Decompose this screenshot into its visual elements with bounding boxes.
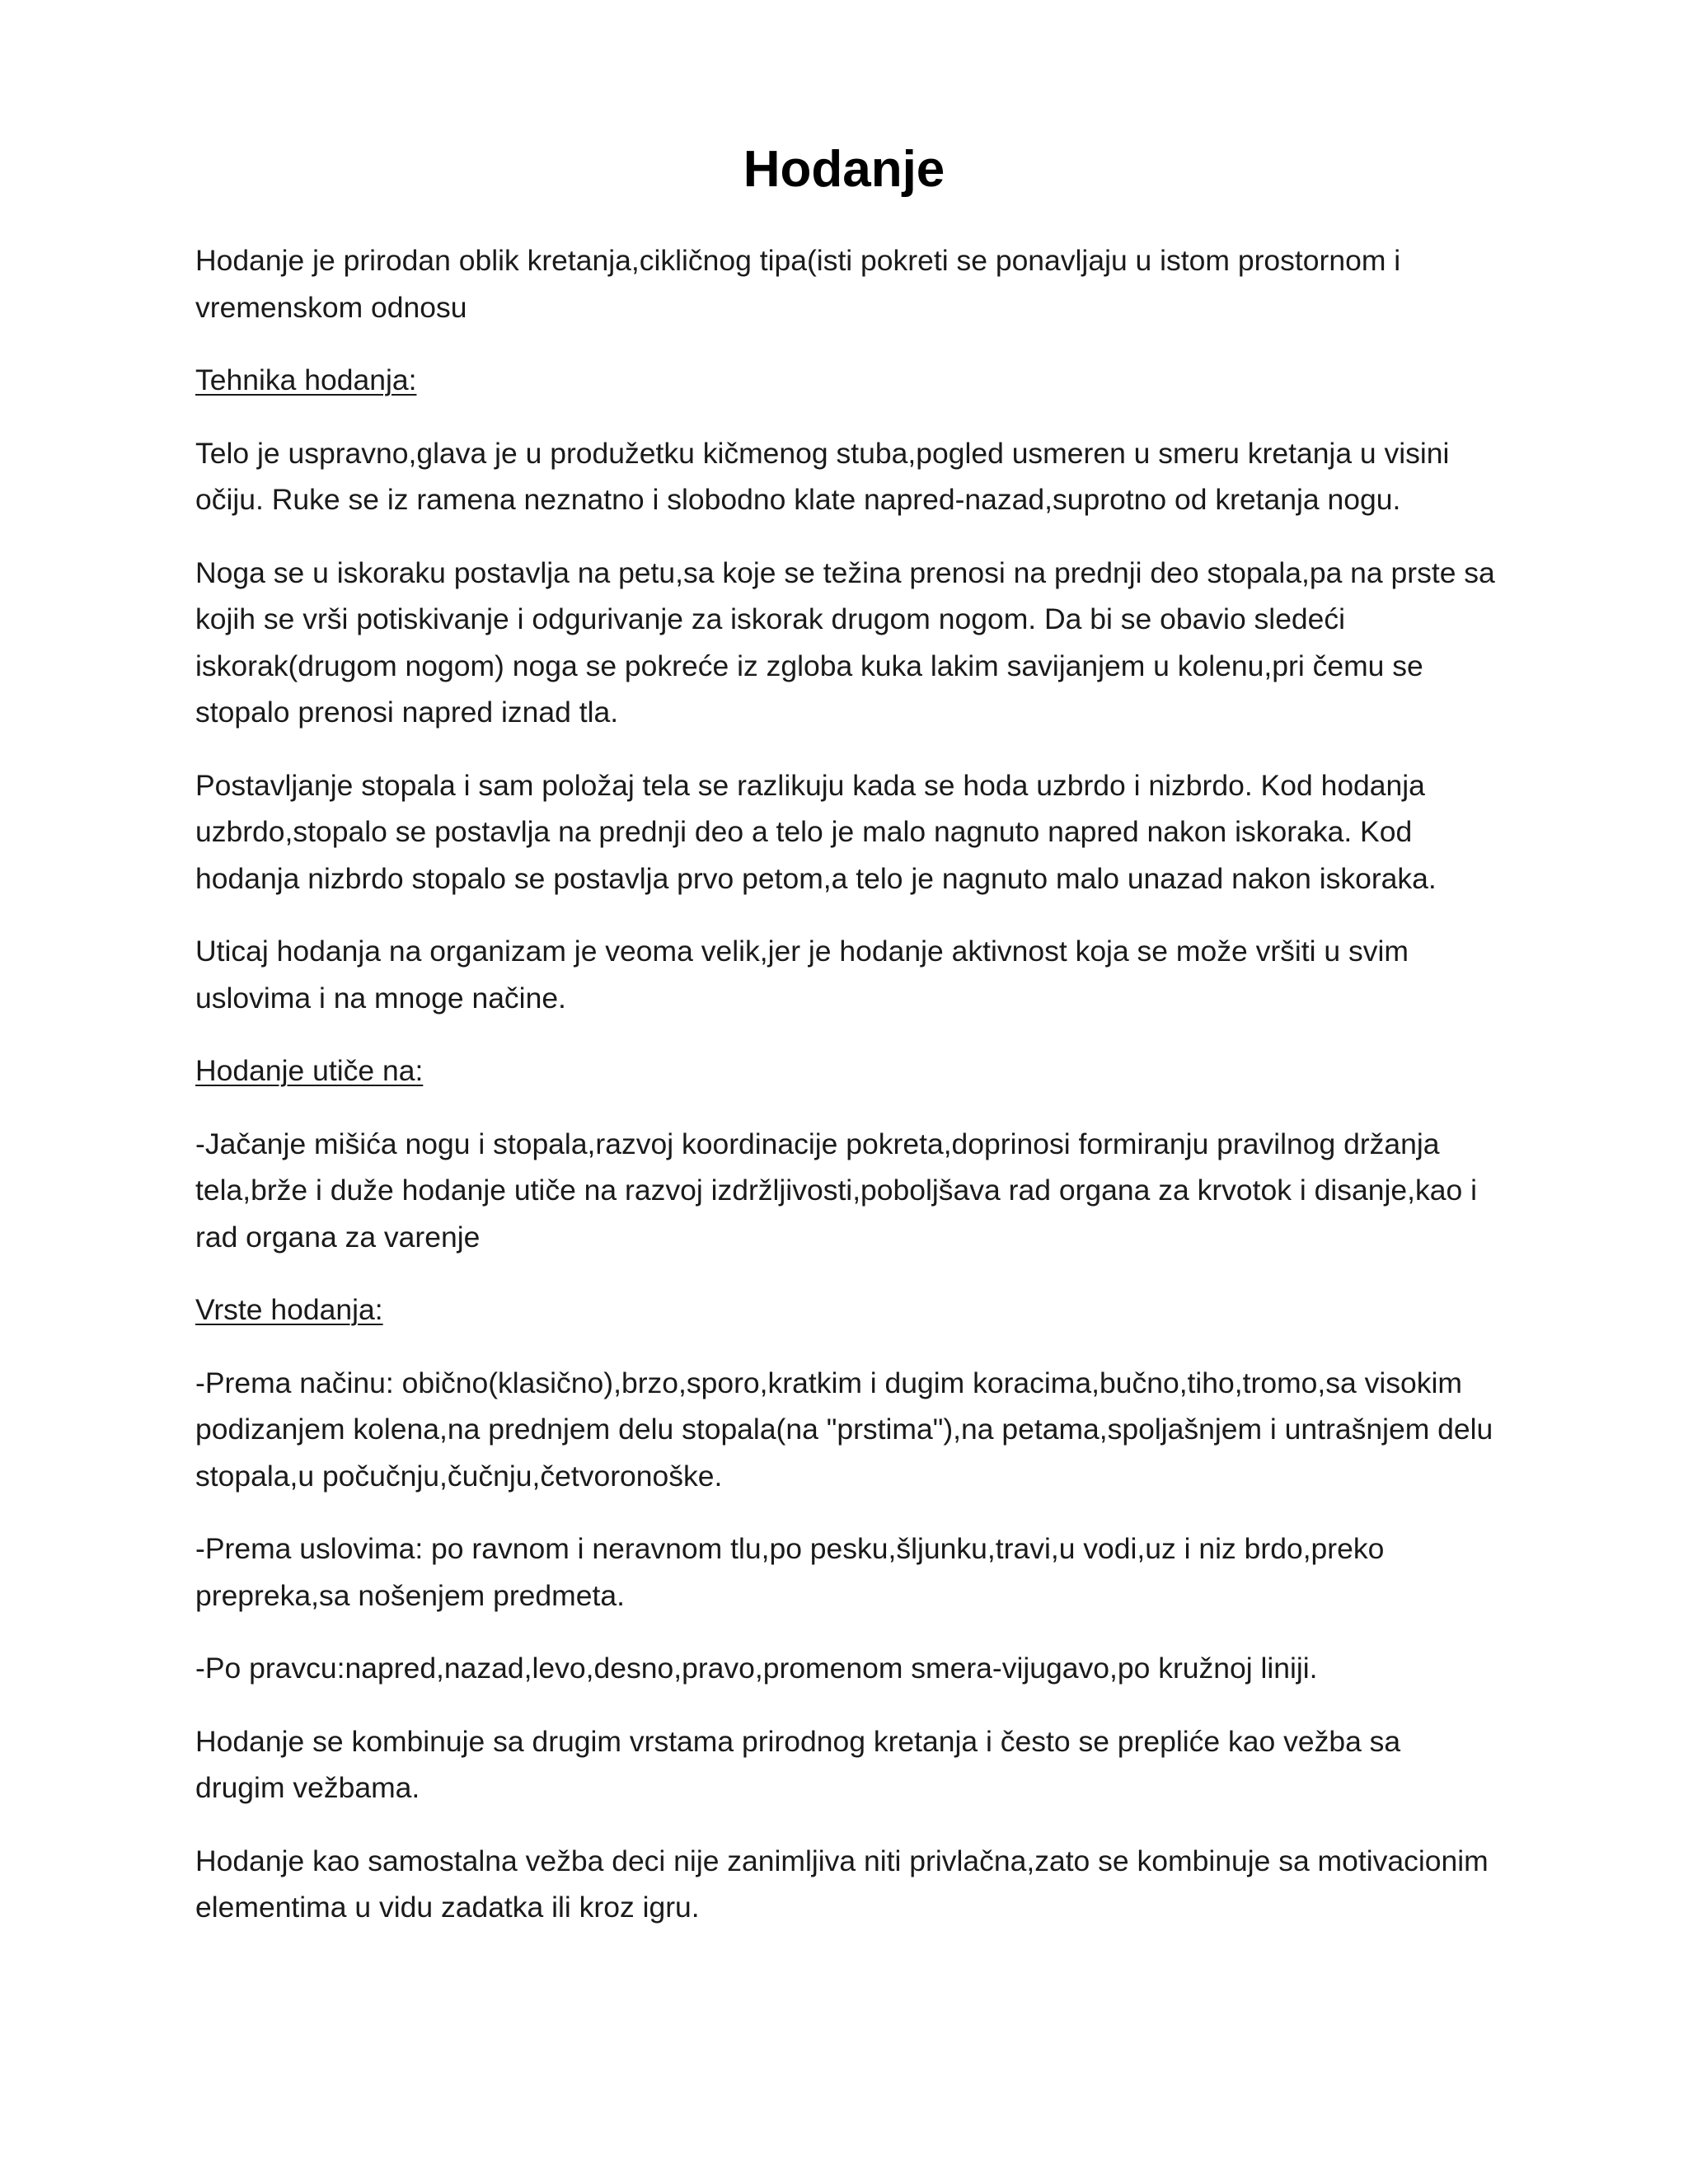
intro-paragraph: Hodanje je prirodan oblik kretanja,cikličnog tipa(isti pokreti se ponavljaju u istom prostornom i vremenskom odnosu: [195, 244, 1401, 324]
document-body: [195, 237, 1498, 1957]
page-title: Hodanje: [743, 141, 945, 198]
influence-paragraph: Uticaj hodanja na organizam je veoma velik,jer je hodanje aktivnost koja se može vršiti u svim uslovima i na mnoge načine.: [195, 935, 1409, 1015]
section-heading-technique: Tehnika hodanja:: [195, 363, 417, 396]
types-by-conditions: -Prema uslovima: po ravnom i neravnom tlu,po pesku,šljunku,travi,u vodi,uz i niz brdo,preko prepreka,sa nošenjem predmeta.: [195, 1532, 1385, 1612]
types-by-direction: -Po pravcu:napred,nazad,levo,desno,pravo,promenom smera-vijugavo,po kružnoj liniji.: [195, 1652, 1318, 1685]
section-heading-types: Vrste hodanja:: [195, 1293, 383, 1326]
technique-paragraph-slopes: Postavljanje stopala i sam položaj tela se razlikuju kada se hoda uzbrdo i nizbrdo. Kod hodanja uzbrdo,stopalo se postavlja na prednji deo a telo je malo nagnuto napred nakon iskoraka. Kod hodanja nizbrdo stopalo se postavlja prvo petom,a telo je nagnuto malo unazad nakon iskoraka.: [195, 768, 1437, 895]
combination-paragraph: Hodanje se kombinuje sa drugim vrstama prirodnog kretanja i često se preplićе kao vežba sa drugim vežbama.: [195, 1724, 1401, 1804]
types-by-manner: -Prema načinu: obično(klasično),brzo,sporo,kratkim i dugim koracima,bučno,tiho,tromo,sa visokim podizanjem kolena,na prednjem delu stopala(na "prstima"),na petama,spoljašnjem i untrašnjem delu stopala,u počučnju,čučnju,četvoronoške.: [195, 1366, 1493, 1493]
motivation-paragraph: Hodanje kao samostalna vežba deci nije zanimljiva niti privlačna,zato se kombinuje sa motivacionim elementima u vidu zadatka ili kroz igru.: [195, 1844, 1489, 1924]
effects-paragraph: -Jačanje mišića nogu i stopala,razvoj koordinacije pokreta,doprinosi formiranju pravilnog držanja tela,brže i duže hodanje utiče na razvoj izdržljivosti,poboljšava rad organa za krvotok i disanje,kao i rad organa za varenje: [195, 1127, 1477, 1254]
technique-paragraph-body: Telo je uspravno,glava je u produžetku kičmenog stuba,pogled usmeren u smeru kretanja u visini očiju. Ruke se iz ramena neznatno i slobodno klate napred-nazad,suprotno od kretanja nogu.: [195, 436, 1450, 516]
section-heading-effects: Hodanje utiče na:: [195, 1054, 424, 1087]
technique-paragraph-legs: Noga se u iskoraku postavlja na petu,sa koje se težina prenosi na prednji deo stopala,pa na prste sa kojih se vrši potiskivanje i odgurivanje za iskorak drugom nogom. Da bi se obavio sledeći iskorak(drugom nogom) noga se pokreće iz zgloba kuka lakim savijanjem u kolenu,pri čemu se stopalo prenosi napred iznad tla.: [195, 555, 1495, 729]
